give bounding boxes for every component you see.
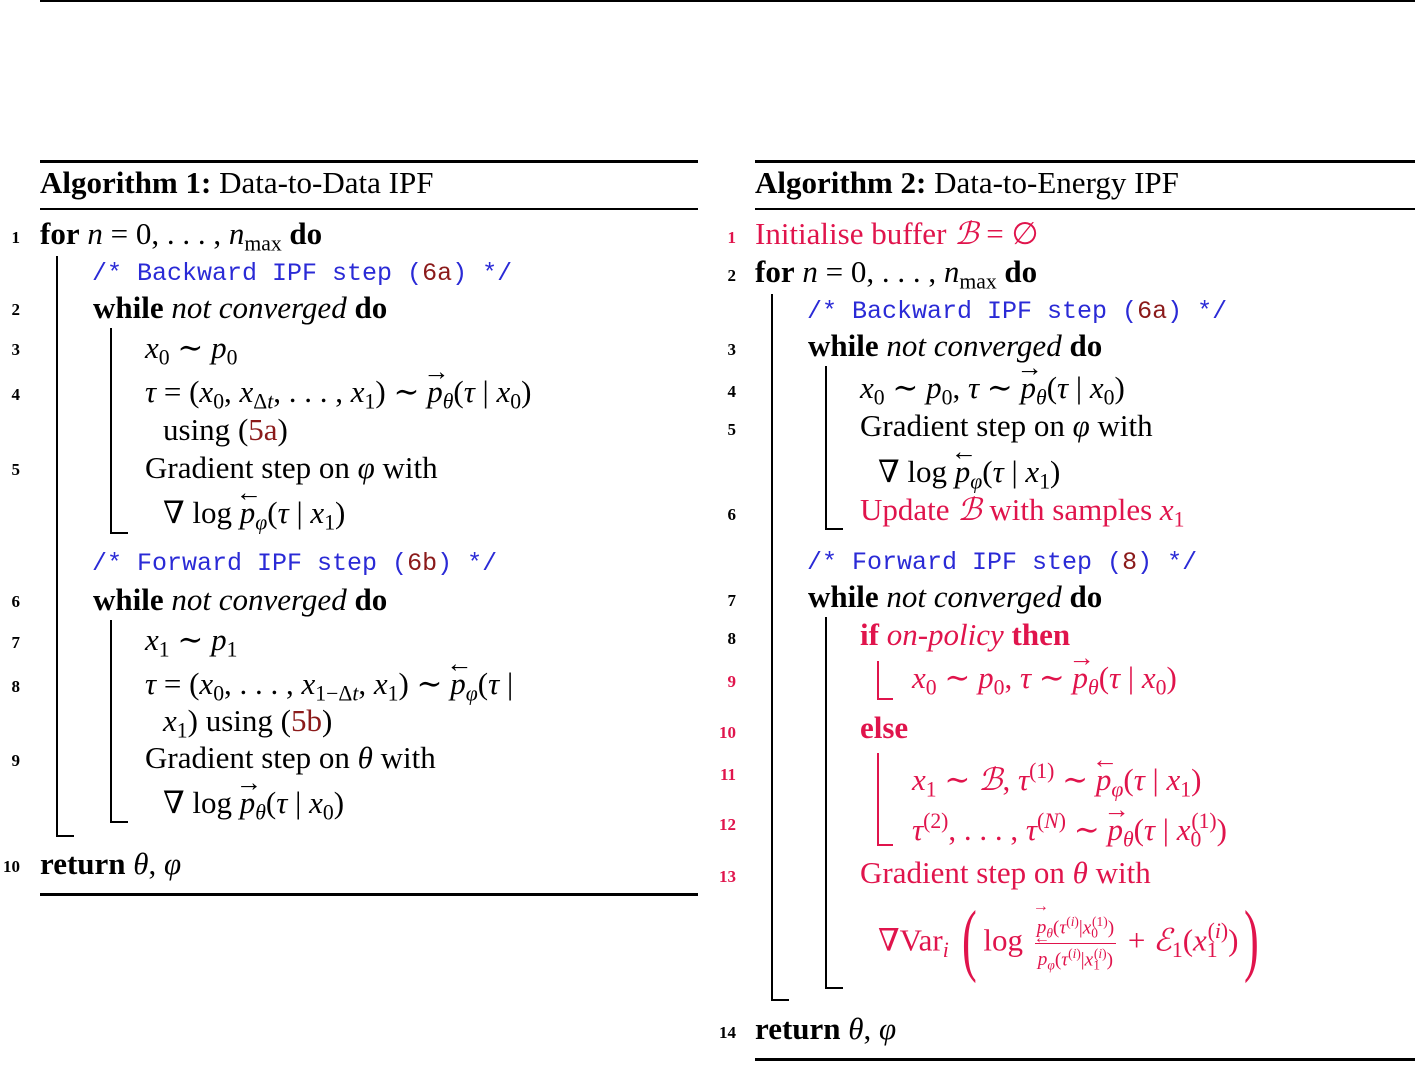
- algo2-line-while-2: while not converged do: [808, 579, 1103, 614]
- algo1-line-sample-x1: $x_1$ ∼ $p_1$: [145, 622, 238, 662]
- line-number: 4: [727, 382, 736, 401]
- algo2-line-gradient-theta: Gradient step on θ with: [860, 855, 1151, 890]
- algorithm-1-top-rule: [40, 160, 698, 163]
- algorithm-1-bottom-rule: [40, 893, 698, 896]
- line-number: 12: [719, 815, 736, 834]
- line-number: 10: [719, 723, 736, 742]
- line-number: 6: [11, 592, 20, 611]
- algo1-line-8-continuation: $x_1$) using (5b): [163, 703, 333, 743]
- while-block-2-tail: [825, 987, 843, 989]
- algo1-line-5-continuation: ∇ log ← $p_\varphi(\tau$ | $x_1$): [163, 495, 345, 541]
- algorithm-2-bottom-rule: [755, 1058, 1415, 1061]
- while-block-2-bar: [110, 620, 112, 822]
- algo2-line-else: else: [860, 710, 909, 745]
- line-number: 3: [11, 340, 20, 359]
- line-number: 2: [11, 300, 20, 319]
- algo2-line-if-on-policy: if on-policy then: [860, 617, 1071, 652]
- algo1-comment-backward: /* Backward IPF step (6a) */: [92, 259, 513, 288]
- line-number: 10: [3, 857, 20, 876]
- line-number: 1: [11, 228, 20, 247]
- algorithm-1-title: Data-to-Data IPF: [219, 165, 434, 200]
- line-number: 8: [727, 629, 736, 648]
- algo2-line-5-continuation: ∇ log ← $p_\varphi(\tau$ | $x_1$): [878, 454, 1060, 500]
- algo1-line-sample-x0: $x_0$ ∼ $p_0$: [145, 330, 238, 370]
- while-block-1-tail: [825, 528, 843, 530]
- line-number: 13: [719, 867, 736, 886]
- algo1-line-for: for n = 0, . . . , $n_{max}$ do: [40, 216, 323, 256]
- algo1-line-gradient-theta: Gradient step on θ with: [145, 740, 436, 775]
- algorithm-2-header-rule: [755, 208, 1415, 210]
- algo2-comment-forward: /* Forward IPF step (8) */: [807, 548, 1198, 577]
- line-number: 8: [11, 677, 20, 696]
- for-block-tail: [771, 999, 789, 1001]
- algo2-line-gradient-phi: Gradient step on φ with: [860, 408, 1153, 443]
- for-block-tail: [56, 835, 74, 837]
- algo2-line-variance-objective: ∇Var$_i$ ( log → $p_\theta(\tau^{(i)}|x_0^{(1)})$ ← $p_\varphi(\tau^{(i)}|x_1^{(i)})$ + $ℰ_1(x_1^{(i)})$): [878, 906, 1265, 981]
- line-number: 9: [727, 672, 736, 691]
- line-number: 5: [11, 460, 20, 479]
- algo1-line-while-2: while not converged do: [93, 582, 388, 617]
- algo1-line-gradient-phi: Gradient step on φ with: [145, 450, 438, 485]
- algo2-line-update-buffer: Update ℬ with samples $x_1$: [860, 492, 1185, 532]
- algo2-comment-backward: /* Backward IPF step (6a) */: [807, 297, 1228, 326]
- line-number: 3: [727, 340, 736, 359]
- while-block-1-bar: [825, 366, 827, 529]
- likelihood-ratio: → $p_\theta(\tau^{(i)}|x_0^{(1)})$ ← $p_\varphi(\tau^{(i)}|x_1^{(i)})$: [1035, 914, 1116, 973]
- while-block-2-tail: [110, 821, 128, 823]
- algo2-line-for: for n = 0, . . . , $n_{max}$ do: [755, 254, 1038, 294]
- line-number: 9: [11, 751, 20, 770]
- line-number: 2: [727, 266, 736, 285]
- algo1-line-backward-trajectory: $\tau = (x_0$, . . . , $x_{1-\Delta t}$, $x_1$) ∼ ← $p_\varphi(\tau$ |: [145, 666, 513, 712]
- algo2-line-init-buffer: Initialise buffer ℬ = ∅: [755, 216, 1039, 252]
- algorithm-2-title: Data-to-Energy IPF: [934, 165, 1179, 200]
- algo1-line-while-1: while not converged do: [93, 290, 388, 325]
- line-number: 1: [727, 228, 736, 247]
- algorithm-1-caption: [40, 165, 433, 201]
- algorithm-2-top-rule: [755, 160, 1415, 163]
- algorithm-1-label: Algorithm 1:: [40, 165, 212, 200]
- algo1-line-return: return θ, φ: [40, 846, 182, 881]
- else-block-bar: [877, 753, 879, 845]
- algo2-line-forward-rollouts: $\tau^{(2)}$, . . . , $\tau^{(N)}$ ∼ → $p_\theta(\tau$ | $x_0^{(1)}$): [912, 803, 1227, 857]
- algo1-comment-forward: /* Forward IPF step (6b) */: [92, 549, 498, 578]
- line-number: 11: [719, 765, 736, 784]
- if-block-tail: [877, 698, 893, 700]
- algorithm-2-caption: [755, 165, 1179, 201]
- line-number: 7: [11, 633, 20, 652]
- algo2-line-return: return θ, φ: [755, 1011, 897, 1046]
- algo1-line-4-continuation: using (5a): [163, 412, 288, 447]
- algo1-line-9-continuation: ∇ $\log \to p_\theta(\tau$ | $x_0$): [163, 785, 344, 831]
- algorithm-1-header-rule: [40, 208, 698, 210]
- algo2-line-on-policy-sample: $x_0$ ∼ $p_0$, τ ∼ → $p_\theta(\tau$ | $x_0$): [912, 660, 1177, 706]
- line-number: 4: [11, 385, 20, 404]
- else-block-tail: [877, 844, 893, 846]
- page-top-rule: [40, 0, 1415, 2]
- for-block-bar: [56, 256, 58, 836]
- while-block-1-bar: [110, 328, 112, 533]
- algorithm-2-label: Algorithm 2:: [755, 165, 927, 200]
- while-block-2-bar: [825, 617, 827, 988]
- algo2-line-while-1: while not converged do: [808, 328, 1103, 363]
- line-number: 7: [727, 591, 736, 610]
- line-number: 14: [719, 1023, 736, 1042]
- algo2-line-off-policy-sample: $x_1$ ∼ ℬ, $\tau^{(1)}$ ∼ ← $p_\varphi(\tau$ | $x_1$): [912, 753, 1201, 807]
- line-number: 5: [727, 420, 736, 439]
- line-number: 6: [727, 505, 736, 524]
- while-block-1-tail: [110, 532, 128, 534]
- for-block-bar: [771, 294, 773, 1000]
- algo1-line-forward-trajectory: $\tau = (x_0$, $x_{\Delta t}$, . . . , $x_1$) ∼ → $p_\theta(\tau$ | $x_0$): [145, 374, 531, 420]
- if-block-bar: [877, 661, 879, 699]
- algo2-line-sample-forward: $x_0$ ∼ $p_0$, τ ∼ → $p_\theta(\tau$ | $x_0$): [860, 370, 1125, 416]
